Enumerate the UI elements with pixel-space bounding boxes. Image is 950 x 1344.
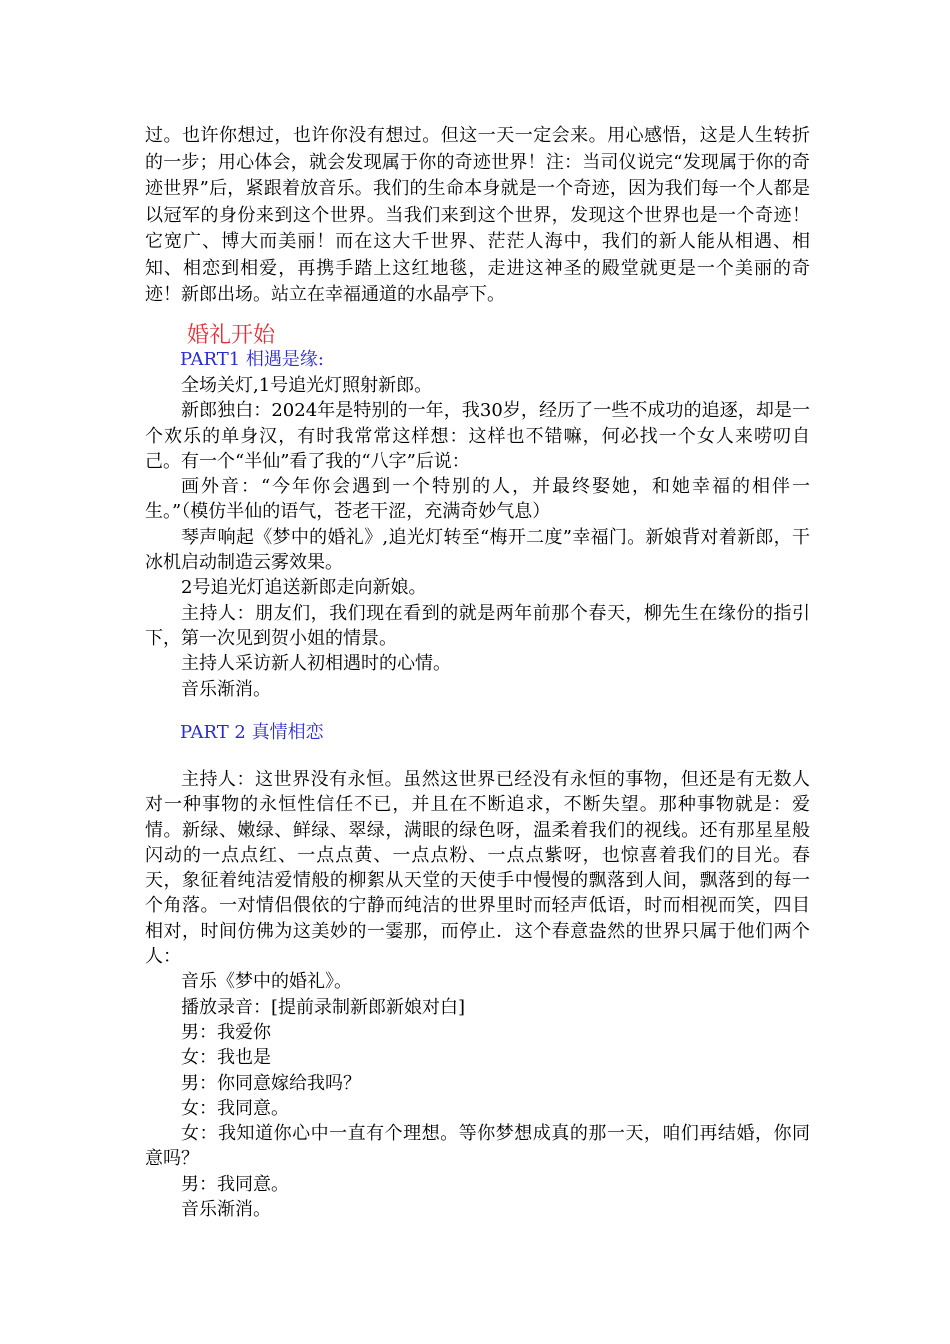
part2-heading: PART 2 真情相恋 [180,722,324,743]
part1-paragraph: 全场关灯,1号追光灯照射新郎。 [181,375,433,396]
part2-paragraph: 男：我爱你 [181,1021,271,1043]
part2-paragraph: 女：我同意。 [181,1097,289,1119]
part1-body [145,373,810,702]
part1-paragraph: 琴声响起《梦中的婚礼》,追光灯转至“梅开二度”幸福门。新娘背对着新郎，干冰机启动制造云雾效果。 [145,526,810,574]
part2-body [145,767,810,1222]
part1-paragraph: 主持人：朋友们，我们现在看到的就是两年前那个春天，柳先生在缘份的指引下，第一次见到贺小姐的情景。 [145,602,810,649]
part1-paragraph: 新郎独白：2024年是特别的一年，我30岁，经历了一些不成功的追逐，却是一个欢乐的单身汉，有时我常常这样想：这样也不错嘛，何必找一个女人来唠叨自己。有一个“半仙”看了我的“八字”后说： [145,400,810,472]
part1-paragraph: 音乐渐消。 [181,678,271,700]
intro-paragraph [145,123,810,309]
part2-paragraph: 男：我同意。 [181,1173,289,1195]
part2-paragraph: 音乐渐消。 [181,1199,271,1221]
part2-paragraph: 主持人：这世界没有永恒。虽然这世界已经没有永恒的事物，但还是有无数人对一种事物的永恒性信任不已，并且在不断追求，不断失望。那种事物就是：爱情。新绿、嫩绿、鲜绿、翠绿，满眼的绿色呀，温柔着我们的视线。还有那星星般闪动的一点点红、一点点黄、一点点粉、一点点紫呀，也惊喜着我们的目光。春天，象征着纯洁爱情般的柳絮从天堂的天使手中慢慢的飘落到人间，飘落到的每一个角落。一对情侣偎依的宁静而纯洁的世界里时而轻声低语，时而相视而笑，四目相对，时间仿佛为这美妙的一霎那，而停止．这个春意盎然的世界只属于他们两个人： [145,769,810,968]
part1-paragraph: 2号追光灯追送新郎走向新娘。 [181,577,427,599]
part2-paragraph: 女：我知道你心中一直有个理想。等你梦想成真的那一天，咱们再结婚，你同意吗？ [145,1123,810,1170]
part2-paragraph: 女：我也是 [181,1047,271,1069]
part2-paragraph: 音乐《梦中的婚礼》。 [181,971,352,993]
intro-text: 过。也许你想过，也许你没有想过。但这一天一定会来。用心感悟，这是人生转折的一步；用心体会，就会发现属于你的奇迹世界！注：当司仪说完“发现属于你的奇迹世界”后，紧跟着放音乐。我们的生命本身就是一个奇迹，因为我们每一个人都是以冠军的身份来到这个世界。当我们来到这个世界，发现这个世界也是一个奇迹！它宽广、博大而美丽！而在这大千世界、茫茫人海中，我们的新人能从相遇、相知、相恋到相爱，再携手踏上这红地毯，走进这神圣的殿堂就更是一个美丽的奇迹！新郎出场。站立在幸福通道的水晶亭下。 [145,125,810,305]
section-title: 婚礼开始 [187,323,276,348]
part2-paragraph: 播放录音：[提前录制新郎新娘对白] [181,996,466,1018]
part2-paragraph: 男：你同意嫁给我吗？ [181,1072,361,1094]
part1-paragraph: 主持人采访新人初相遇时的心情。 [181,653,451,675]
part1-paragraph: 画外音：“今年你会遇到一个特别的人，并最终娶她，和她幸福的相伴一生。”（模仿半仙的语气，苍老干涩，充满奇妙气息） [145,476,810,523]
part1-heading: PART1 相遇是缘: [180,349,324,370]
